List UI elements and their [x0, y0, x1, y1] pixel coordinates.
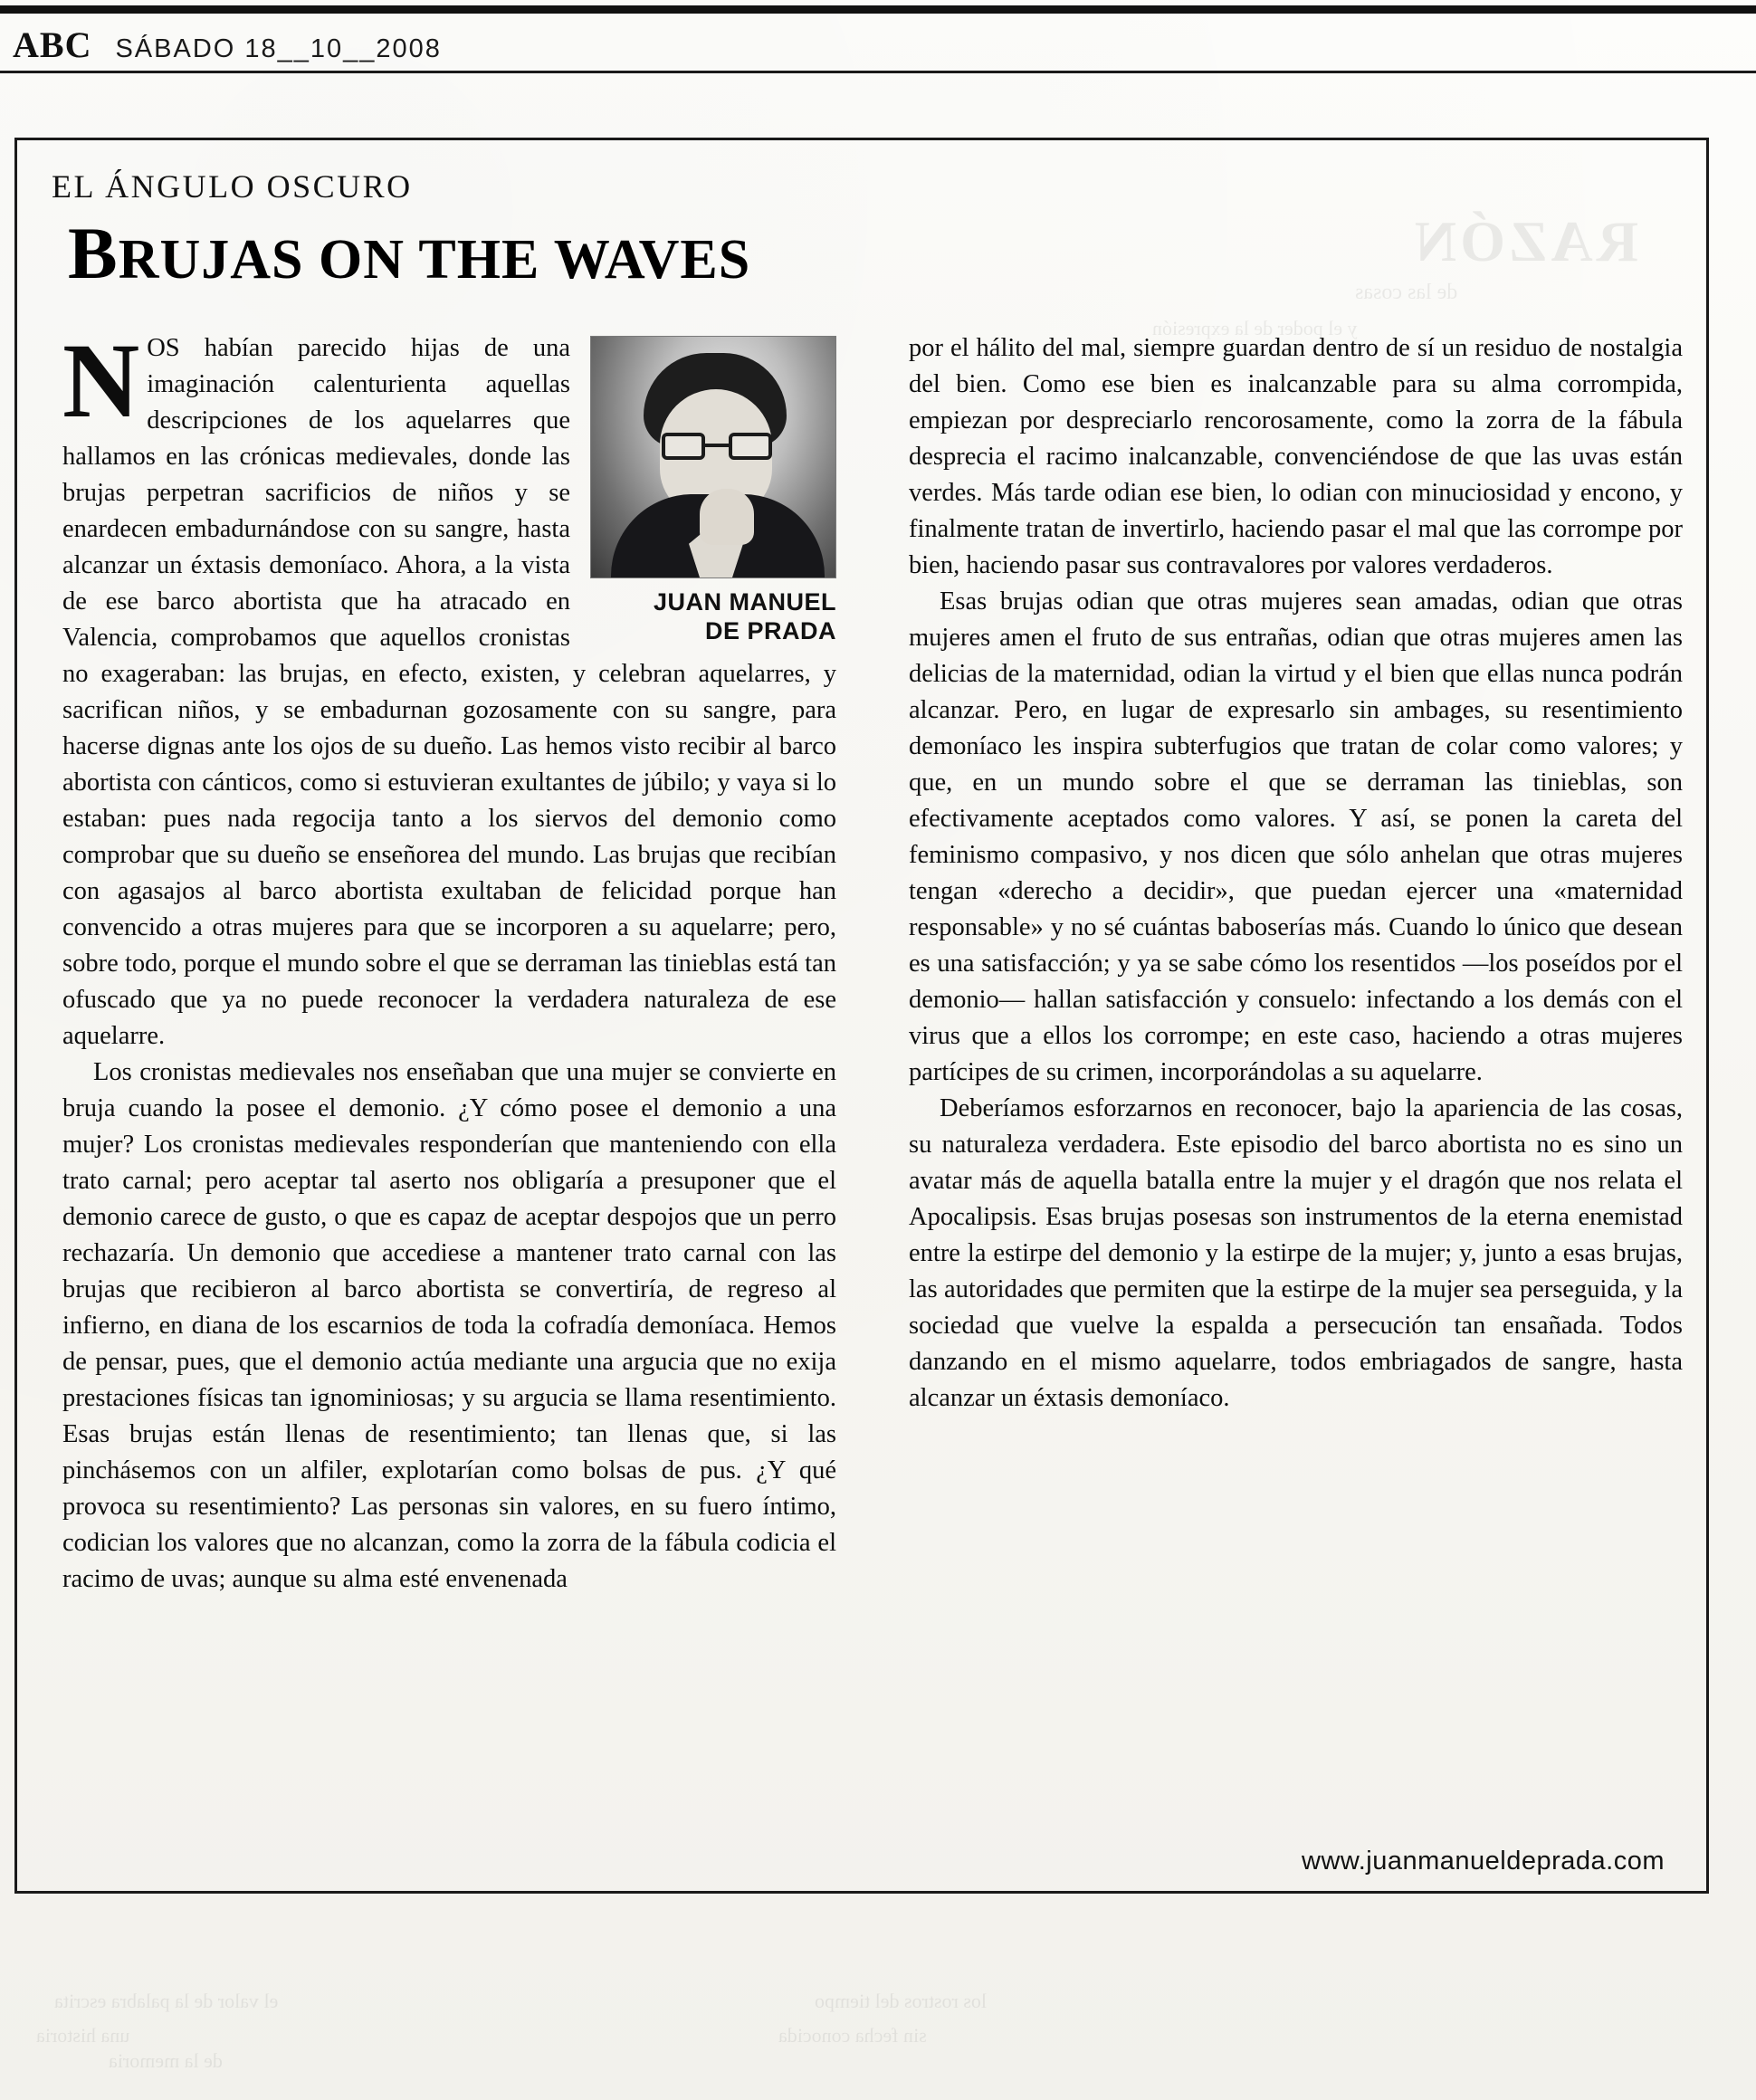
masthead-brand: ABC: [13, 24, 92, 65]
article-kicker: EL ÁNGULO OSCURO: [52, 168, 413, 205]
masthead-date: SÁBADO 18__10__2008: [115, 34, 442, 63]
article-paragraph: Deberíamos esforzarnos en reconocer, bajo la apariencia de las cosas, su naturaleza verdadera. Este episodio del barco abortista no es sino un avatar más de aquella batalla entre la mujer y el dragón que nos relata el Apocalipsis. Esas brujas posesas son instrumentos de la eterna enemistad entre la estirpe del demonio y la estirpe de la mujer; y, junto a esas brujas, las autoridades que permiten que la estirpe de la mujer sea perseguida, y la sociedad que vuelve la espalda a persecución tan ensañada. Todos danzando en el mismo aquelarre, todos embriagados de sangre, hasta alcanzar un éxtasis demoníaco.: [909, 1094, 1683, 1412]
bleedthrough-text: sin fecha conocida: [778, 2024, 927, 2047]
article-headline: [68, 211, 750, 296]
author-byline: [590, 587, 836, 645]
drop-cap: N: [62, 321, 140, 440]
author-name-line1: JUAN MANUEL: [653, 588, 836, 616]
bleedthrough-text: de la memoria: [109, 2049, 223, 2072]
headline-initial: B: [68, 212, 119, 294]
top-rule: [0, 5, 1756, 14]
article-frame: [14, 138, 1709, 1894]
author-name-line2: DE PRADA: [704, 617, 836, 644]
author-block: [590, 336, 836, 645]
article-paragraph: Esas brujas odian que otras mujeres sean amadas, odian que otras mujeres amen el fruto de sus entrañas, odian que otras mujeres amen las delicias de la maternidad, odian la virtud y el bien que ellas nunca podrán alcanzar. Pero, en lugar de expresarlo sin ambages, su resentimiento demoníaco les inspira subterfugios que tratan de colar como valores; y que, en un mundo sobre el que se derraman las tinieblas, son efectivamente aceptados como valores. Y así, se ponen la careta del feminismo compasivo, y nos dicen que sólo anhelan que otras mujeres tengan «derecho a decidir», que puedan ejercer una «maternidad responsable» y no sé cuántas baboserías más. Cuando lo único que desean es una satisfacción; y ya se sabe cómo los resentidos —los poseídos por el demonio— hallan satisfacción y consuelo: infectando a los demás con el virus que a ellos los corrompe; en este caso, haciendo a otras mujeres partícipes de su crimen, incorporándolas a su aquelarre.: [909, 587, 1683, 1086]
bleedthrough-text: de las cosas: [1354, 281, 1457, 304]
bleedthrough-text: el valor de la palabra escrita: [54, 1990, 279, 2012]
bleedthrough-text: los rostros del tiempo: [815, 1990, 988, 2012]
article-column-right: [909, 330, 1683, 1417]
article-paragraph: Los cronistas medievales nos enseñaban que una mujer se convierte en bruja cuando la posee el demonio. ¿Y cómo posee el demonio a una mujer? Los cronistas medievales responderían que manteniendo con ella trato carnal; pero aceptar tal aserto nos obligaría a presuponer que el demonio carece de gusto, o que es capaz de aceptar despojos que un perro rechazaría. Un demonio que accediese a mantener trato carnal con las brujas que recibieron al barco abortista se convertiría, de regreso al infierno, en diana de los escarnios de toda la cofradía demoníaca. Hemos de pensar, pues, que el demonio actúa mediante una argucia que no exija prestaciones físicas tan ignominiosas; y su argucia se llama resentimiento. Esas brujas están llenas de resentimiento; tan llenas que, si las pinchásemos con un alfiler, explotarían como bolsas de pus. ¿Y qué provoca su resentimiento? Las personas sin valores, en su fuero íntimo, codician los valores que no alcanzan, como la zorra de la fábula codicia el racimo de uvas; aunque su alma esté envenenada: [62, 1058, 836, 1593]
masthead: [13, 24, 442, 66]
masthead-rule: [0, 71, 1756, 73]
author-website[interactable]: www.juanmanueldeprada.com: [1302, 1847, 1665, 1876]
paragraph-text: OS habían parecido hijas de una imaginación calenturienta aquellas descripciones de los aquelarres que hallamos en las crónicas medievales, donde las brujas perpetran sacrificios de niños y se enardecen embadurnándose con su sangre, hasta alcanzar un éxtasis demoníaco. Ahora, a la vista de ese barco abortista que ha atracado en Valencia, comprobamos que aquellos cronistas no exageraban: las brujas, en efecto, existen, y celebran aquelarres, y sacrifican niños, y se embadurnan gozosamente con su sangre, para hacerse dignas ante los ojos de su dueño. Las hemos visto recibir al barco abortista con cánticos, como si estuvieran exultantes de júbilo; y vaya si lo estaban: pues nada regocija tanto a los siervos del demonio como comprobar que su dueño se enseñorea del mundo. Las brujas que recibían con agasajos al barco abortista exultaban de felicidad porque han convencido a otras mujeres para que se incorporen a su aquelarre; pero, sobre todo, porque el mundo sobre el que se derraman las tinieblas está tan ofuscado que ya no puede reconocer la verdadera naturaleza de ese aquelarre.: [62, 334, 836, 1050]
article-column-left: [62, 321, 836, 1598]
author-photo: [590, 336, 836, 578]
bleedthrough-text: RAZÓN: [1410, 209, 1638, 273]
headline-rest: RUJAS ON THE WAVES: [118, 229, 751, 291]
bleedthrough-text: una historia: [36, 2024, 130, 2047]
glasses-icon: [662, 433, 772, 460]
article-paragraph: por el hálito del mal, siempre guardan dentro de sí un residuo de nostalgia del bien. Como ese bien es inalcanzable para su alma corrompida, empiezan por despreciarlo rencorosamente, como la zorra de la fábula desprecia el racimo inalcanzable, convenciéndose de que las uvas están verdes. Más tarde odian ese bien, lo odian con minuciosidad y encono, y finalmente tratan de invertirlo, haciendo pasar el mal que las corrompe por bien, haciendo pasar sus contravalores por valores verdaderos.: [909, 334, 1683, 579]
bleedthrough-text: y el poder de la expresión: [1152, 317, 1358, 339]
